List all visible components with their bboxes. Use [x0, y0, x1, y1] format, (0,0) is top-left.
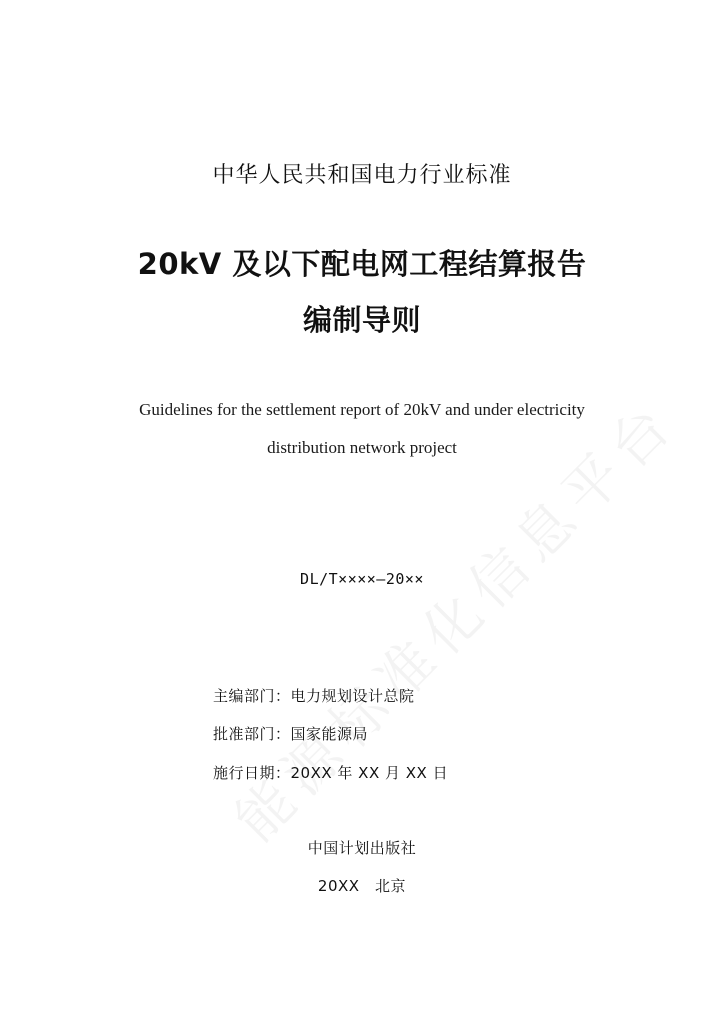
approved-by: 批准部门：国家能源局: [213, 725, 369, 743]
english-title-line-1: Guidelines for the settlement report of 20kV and under electricity: [139, 400, 585, 419]
document-title-line-2: 编制导则: [302, 303, 421, 337]
publish-year-place: 20XX 北京: [317, 877, 407, 895]
compiled-by: 主编部门：电力规划设计总院: [213, 687, 415, 705]
watermark: [215, 475, 597, 857]
standard-header: 中华人民共和国电力行业标准: [212, 163, 512, 188]
standard-code: DL/T××××—20××: [300, 570, 424, 588]
effective-date: 施行日期：20XX 年 XX 月 XX 日: [213, 764, 449, 782]
publisher: 中国计划出版社: [307, 839, 417, 857]
english-title-line-2: distribution network project: [267, 438, 457, 457]
document-title-line-1: 20kV 及以下配电网工程结算报告: [137, 247, 587, 281]
